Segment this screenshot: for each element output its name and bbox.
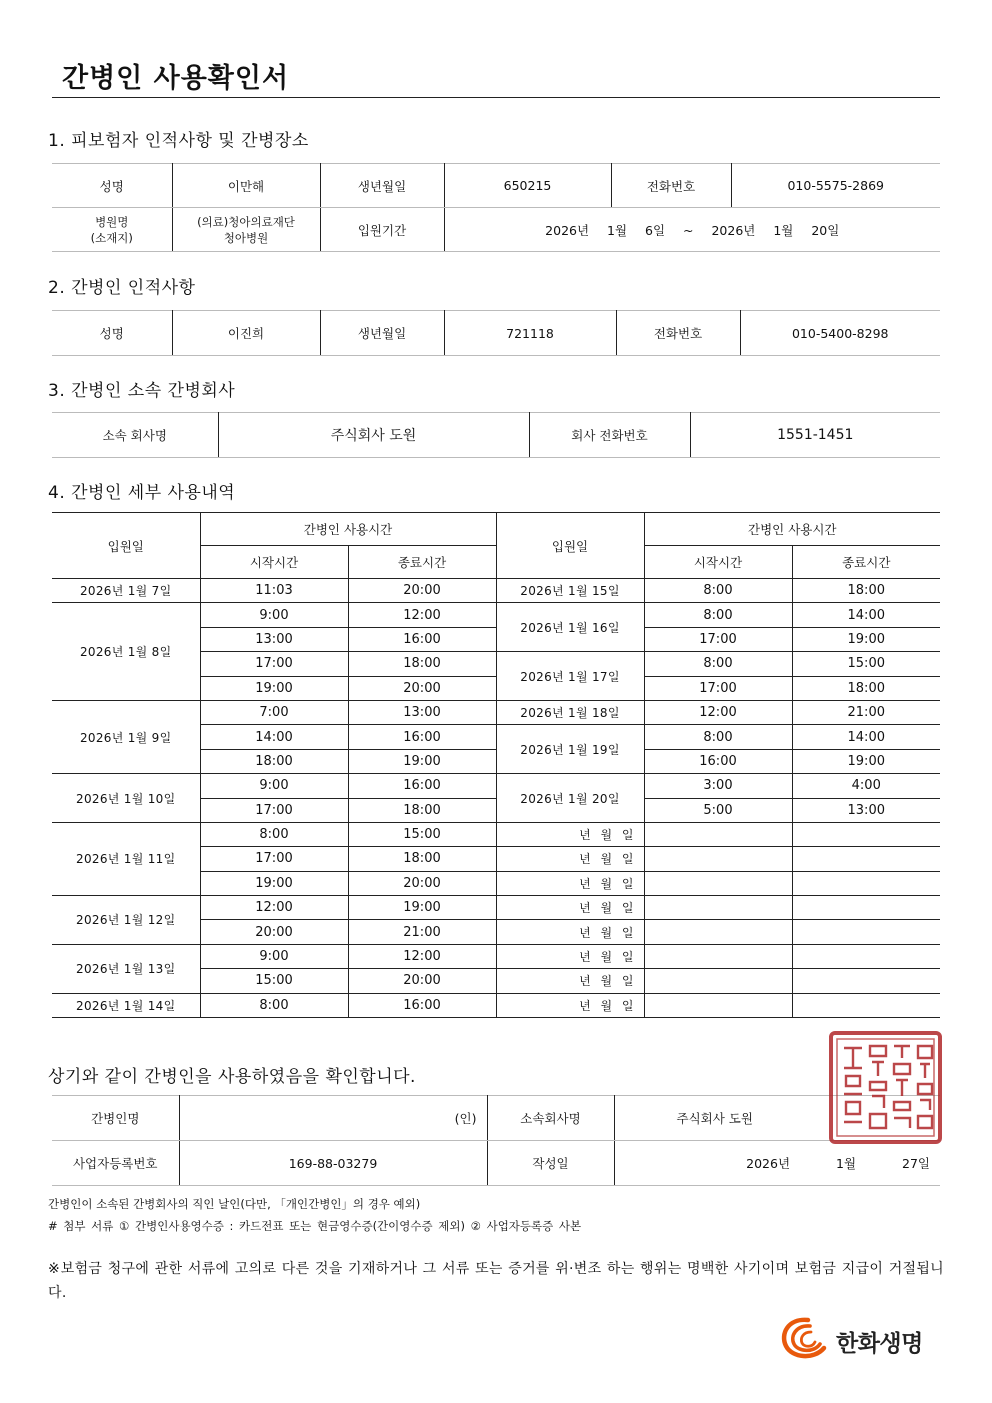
caregiver-phone: 010-5400-8298 (740, 311, 940, 356)
end-time-left: 16:00 (348, 774, 496, 798)
insured-name: 이만해 (172, 164, 320, 208)
insured-birth-label: 생년월일 (320, 164, 444, 208)
start-time-left: 17:00 (200, 798, 348, 822)
table-row (52, 944, 940, 968)
end-time-left: 19:00 (348, 896, 496, 920)
end-time-left: 20:00 (348, 579, 496, 603)
end-time-left: 16:00 (348, 993, 496, 1017)
stay-date-left: 2026년 1월 7일 (52, 579, 200, 603)
end-time-right: 18:00 (792, 676, 940, 700)
insured-info-table (52, 163, 940, 252)
empty-start-right (644, 993, 792, 1017)
end-time-left: 12:00 (348, 603, 496, 627)
start-time-left: 12:00 (200, 896, 348, 920)
table-row (52, 603, 940, 627)
empty-start-right (644, 920, 792, 944)
hanwha-logo-icon (778, 1316, 834, 1360)
section-2-heading: 2. 간병인 인적사항 (48, 278, 196, 298)
header-date-right: 입원일 (496, 513, 644, 579)
table-row (52, 993, 940, 1017)
start-time-left: 20:00 (200, 920, 348, 944)
written-date: 2026년 1월 27일 (614, 1141, 940, 1186)
end-time-left: 15:00 (348, 822, 496, 846)
end-time-right: 19:00 (792, 749, 940, 773)
stay-date-left: 2026년 1월 11일 (52, 822, 200, 895)
business-number-label: 사업자등록번호 (52, 1141, 179, 1186)
end-time-right: 18:00 (792, 579, 940, 603)
empty-end-right (792, 944, 940, 968)
end-time-left: 16:00 (348, 627, 496, 651)
empty-date-right: 년 월 일 (496, 920, 644, 944)
end-time-right: 14:00 (792, 603, 940, 627)
start-time-right: 8:00 (644, 652, 792, 676)
table-row (52, 579, 940, 603)
end-time-left: 21:00 (348, 920, 496, 944)
table-row (52, 700, 940, 724)
empty-start-right (644, 871, 792, 895)
end-time-left: 18:00 (348, 652, 496, 676)
company-sign-label: 소속회사명 (487, 1096, 614, 1141)
empty-date-right: 년 월 일 (496, 944, 644, 968)
start-time-left: 15:00 (200, 969, 348, 993)
stay-date-right: 2026년 1월 16일 (496, 603, 644, 652)
start-time-left: 13:00 (200, 627, 348, 651)
empty-start-right (644, 822, 792, 846)
end-time-right: 15:00 (792, 652, 940, 676)
insured-name-label: 성명 (52, 164, 172, 208)
end-time-left: 16:00 (348, 725, 496, 749)
hospital-label-line2: (소재지) (90, 230, 133, 245)
empty-end-right (792, 969, 940, 993)
empty-end-right (792, 871, 940, 895)
start-time-left: 7:00 (200, 700, 348, 724)
start-time-left: 19:00 (200, 871, 348, 895)
empty-date-right: 년 월 일 (496, 871, 644, 895)
end-time-right: 19:00 (792, 627, 940, 651)
brand-name: 한화생명 (836, 1331, 923, 1357)
start-time-left: 8:00 (200, 822, 348, 846)
end-time-left: 12:00 (348, 944, 496, 968)
empty-end-right (792, 822, 940, 846)
start-time-left: 17:00 (200, 847, 348, 871)
end-time-left: 20:00 (348, 871, 496, 895)
hospital-label-line1: 병원명 (95, 214, 129, 229)
table-row (52, 822, 940, 846)
end-time-left: 19:00 (348, 749, 496, 773)
page-title: 간병인 사용확인서 (62, 63, 290, 94)
empty-start-right (644, 847, 792, 871)
start-time-left: 17:00 (200, 652, 348, 676)
stay-date-right: 2026년 1월 20일 (496, 774, 644, 823)
start-time-right: 8:00 (644, 725, 792, 749)
end-time-left: 18:00 (348, 847, 496, 871)
company-phone: 1551-1451 (690, 413, 940, 458)
start-time-left: 14:00 (200, 725, 348, 749)
empty-start-right (644, 969, 792, 993)
written-date-label: 작성일 (487, 1141, 614, 1186)
table-row (52, 896, 940, 920)
start-time-right: 8:00 (644, 579, 792, 603)
empty-date-right: 년 월 일 (496, 896, 644, 920)
empty-date-right: 년 월 일 (496, 822, 644, 846)
company-name-label: 소속 회사명 (52, 413, 218, 458)
empty-date-right: 년 월 일 (496, 969, 644, 993)
attachment-note: # 첨부 서류 ① 간병인사용영수증 : 카드전표 또는 현금영수증(간이영수증 제외) ② 사업자등록증 사본 (48, 1219, 582, 1233)
start-time-left: 9:00 (200, 774, 348, 798)
header-end-right: 종료시간 (792, 546, 940, 579)
start-time-right: 17:00 (644, 676, 792, 700)
start-time-left: 8:00 (200, 993, 348, 1017)
company-seal-stamp (828, 1030, 943, 1145)
hospital-name-line2: 청아병원 (223, 230, 269, 245)
start-time-left: 11:03 (200, 579, 348, 603)
end-time-right: 13:00 (792, 798, 940, 822)
end-time-left: 20:00 (348, 969, 496, 993)
end-time-left: 13:00 (348, 700, 496, 724)
empty-date-right: 년 월 일 (496, 847, 644, 871)
section-3-heading: 3. 간병인 소속 간병회사 (48, 381, 236, 401)
empty-end-right (792, 920, 940, 944)
empty-start-right (644, 944, 792, 968)
usage-detail-table (52, 512, 940, 1018)
seal-note: 간병인이 소속된 간병회사의 직인 날인(다만, 「개인간병인」의 경우 예외) (48, 1197, 421, 1211)
hospital-label (52, 208, 172, 252)
company-sign-name: 주식회사 도원 (614, 1096, 940, 1141)
caregiver-name-label: 성명 (52, 311, 172, 356)
start-time-right: 16:00 (644, 749, 792, 773)
section-4-heading: 4. 간병인 세부 사용내역 (48, 483, 236, 503)
hospital-name (172, 208, 320, 252)
header-usage-right: 간병인 사용시간 (644, 513, 940, 546)
title-divider (52, 97, 940, 98)
stay-date-left: 2026년 1월 8일 (52, 603, 200, 701)
stay-date-left: 2026년 1월 12일 (52, 896, 200, 945)
empty-end-right (792, 847, 940, 871)
stay-date-right: 2026년 1월 18일 (496, 700, 644, 724)
end-time-left: 20:00 (348, 676, 496, 700)
signature-table (52, 1095, 940, 1186)
stay-date-right: 2026년 1월 19일 (496, 725, 644, 774)
end-time-right: 4:00 (792, 774, 940, 798)
caregiver-phone-label: 전화번호 (616, 311, 740, 356)
start-time-right: 5:00 (644, 798, 792, 822)
insured-phone: 010-5575-2869 (731, 164, 940, 208)
empty-end-right (792, 993, 940, 1017)
start-time-right: 12:00 (644, 700, 792, 724)
empty-end-right (792, 896, 940, 920)
header-start-left: 시작시간 (200, 546, 348, 579)
start-time-right: 3:00 (644, 774, 792, 798)
stay-date-right: 2026년 1월 17일 (496, 652, 644, 701)
header-start-right: 시작시간 (644, 546, 792, 579)
admission-period-label: 입원기간 (320, 208, 444, 252)
empty-start-right (644, 896, 792, 920)
end-time-right: 14:00 (792, 725, 940, 749)
stay-date-right: 2026년 1월 15일 (496, 579, 644, 603)
admission-period: 2026년 1월 6일 ~ 2026년 1월 20일 (444, 208, 940, 252)
caregiver-birth-label: 생년월일 (320, 311, 444, 356)
stay-date-left: 2026년 1월 9일 (52, 700, 200, 773)
table-row (52, 774, 940, 798)
header-date-left: 입원일 (52, 513, 200, 579)
end-time-left: 18:00 (348, 798, 496, 822)
header-end-left: 종료시간 (348, 546, 496, 579)
header-usage-left: 간병인 사용시간 (200, 513, 496, 546)
start-time-left: 9:00 (200, 944, 348, 968)
empty-date-right: 년 월 일 (496, 993, 644, 1017)
start-time-right: 8:00 (644, 603, 792, 627)
caregiver-seal-mark: (인) (179, 1096, 487, 1141)
caregiver-birth: 721118 (444, 311, 616, 356)
stay-date-left: 2026년 1월 13일 (52, 944, 200, 993)
insured-birth: 650215 (444, 164, 611, 208)
business-number: 169-88-03279 (179, 1141, 487, 1186)
company-info-table (52, 412, 940, 458)
stay-date-left: 2026년 1월 14일 (52, 993, 200, 1017)
end-time-right: 21:00 (792, 700, 940, 724)
start-time-left: 18:00 (200, 749, 348, 773)
start-time-left: 19:00 (200, 676, 348, 700)
start-time-right: 17:00 (644, 627, 792, 651)
confirmation-text: 상기와 같이 간병인을 사용하였음을 확인합니다. (48, 1067, 416, 1087)
insured-phone-label: 전화번호 (611, 164, 731, 208)
caregiver-info-table (52, 310, 940, 356)
fraud-warning: ※보험금 청구에 관한 서류에 고의로 다른 것을 기재하거나 그 서류 또는 증거를 위·변조 하는 행위는 명백한 사기이며 보험금 지급이 거절됩니다. (48, 1261, 944, 1301)
hospital-name-line1: (의료)청아의료재단 (197, 214, 295, 229)
caregiver-name: 이진희 (172, 311, 320, 356)
company-phone-label: 회사 전화번호 (529, 413, 690, 458)
caregiver-sign-label: 간병인명 (52, 1096, 179, 1141)
stay-date-left: 2026년 1월 10일 (52, 774, 200, 823)
start-time-left: 9:00 (200, 603, 348, 627)
company-name: 주식회사 도원 (218, 413, 529, 458)
section-1-heading: 1. 피보험자 인적사항 및 간병장소 (48, 131, 309, 151)
